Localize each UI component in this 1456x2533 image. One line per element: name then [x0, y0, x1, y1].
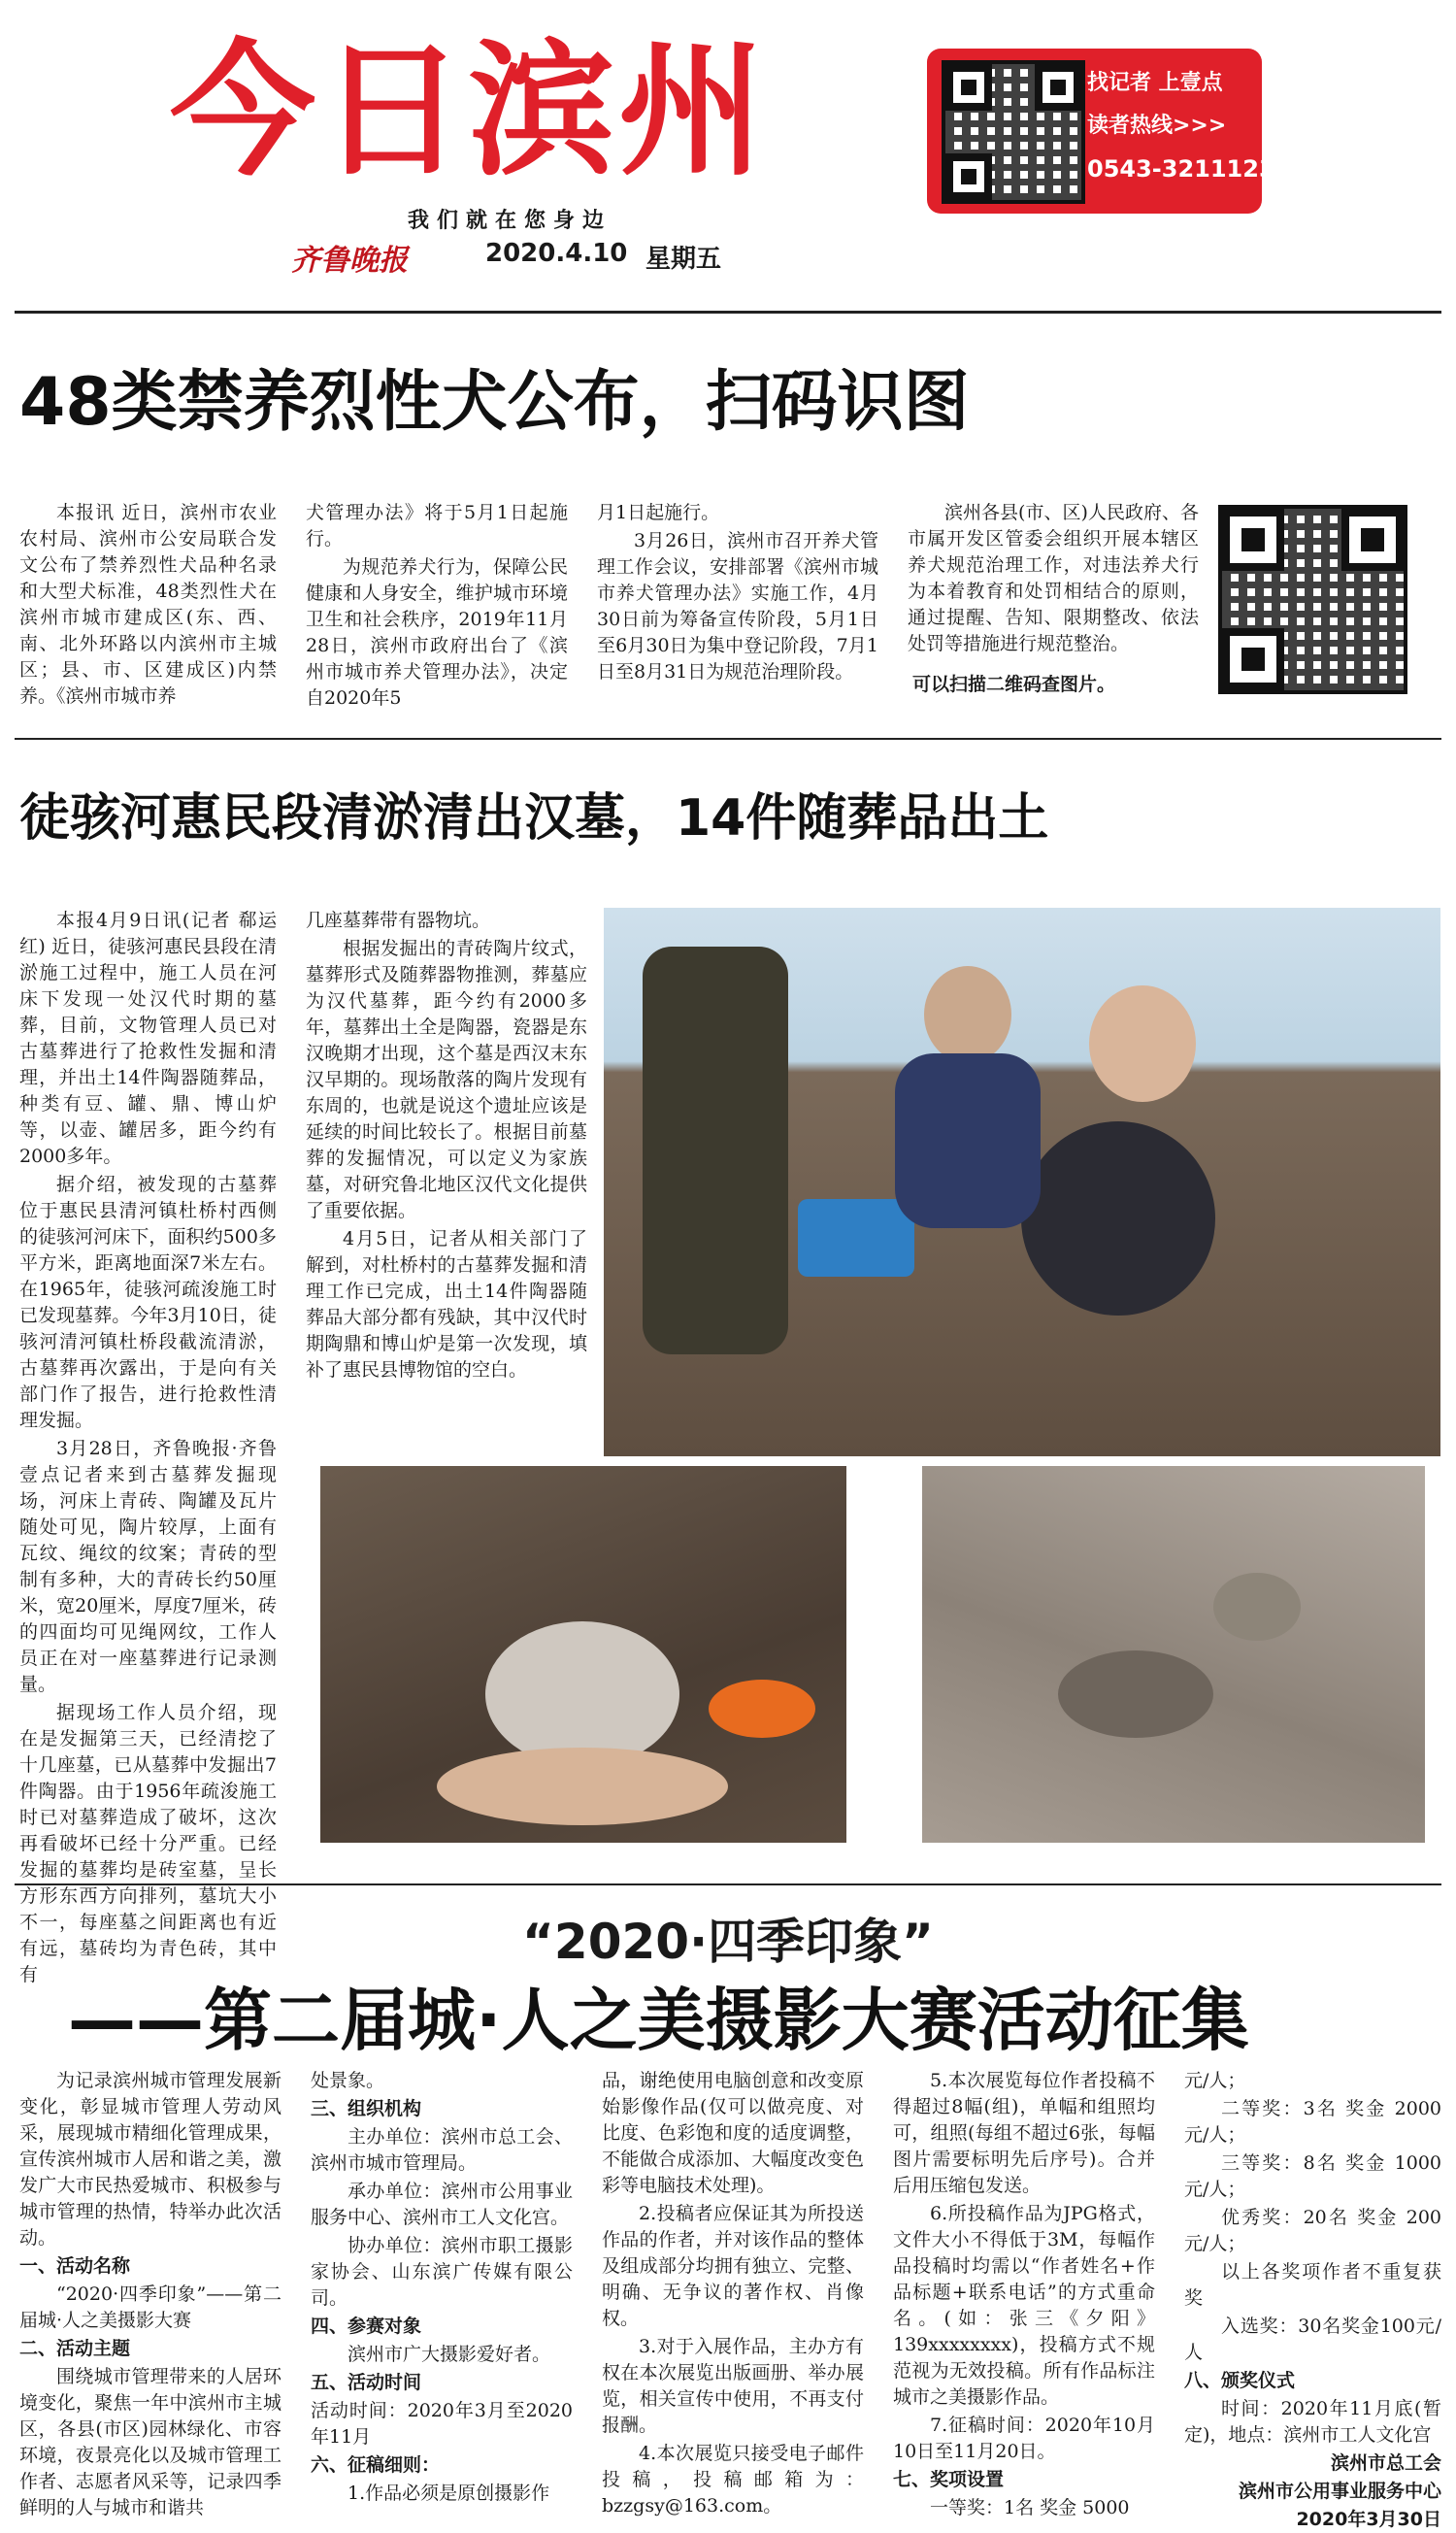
paragraph: 1.作品必须是原创摄影作 — [347, 2483, 550, 2504]
paragraph: 品，谢绝使用电脑创意和改变原始影像作品(仅可以做亮度、对比度、色彩饱和度的适度调整，不能做合成添加、大幅度改变色彩等电脑技术处理)。 — [602, 2070, 864, 2196]
paragraph: 根据发掘出的青砖陶片纹式，墓葬形式及随葬器物推测，葬墓应为汉代墓葬，距今约有2000多年，墓葬出土全是陶器，瓷器是东汉晚期才出现，这个墓是西汉末东汉早期的。现场散落的陶片发现有东周的，也就是说这个遗址应该是延续的时间比较长了。根据目前墓葬的发掘情况，可以定义为家族墓，对研究鲁北地区汉代文化提供了重要依据。 — [306, 938, 587, 1221]
qr-code-icon — [942, 60, 1085, 204]
section-heading: 四、参赛对象 — [311, 2316, 422, 2337]
paragraph: 优秀奖：20名 奖金 200元/人； — [1184, 2207, 1441, 2254]
paragraph: 月1日起施行。 — [597, 502, 720, 523]
divider — [15, 1883, 1441, 1885]
paragraph: 本报讯 近日，滨州市农业农村局、滨州市公安局联合发文公布了禁养烈性犬品种名录和大型犬标准，48类烈性犬在滨州市城市建成区(东、西、南、北外环路以内滨州市主城区；县、市、区建成区)内禁养。《滨州市城市养 — [19, 502, 277, 707]
article1-column-2 — [306, 500, 568, 709]
paragraph: 为记录滨州城市管理发展新变化，彰显城市管理人劳动风采，展现城市精细化管理成果，宣传滨州城市人居和谐之美，激发广大市民热爱城市、积极参与城市管理的热情，特举办此次活动。 — [19, 2070, 281, 2249]
paragraph: 4.本次展览只接受电子邮件投稿，投稿邮箱为：bzzgsy@163.com。 — [602, 2443, 864, 2516]
paragraph: 主办单位：滨州市总工会、滨州市城市管理局。 — [311, 2126, 573, 2174]
masthead-slogan: 我们就在您身边 — [408, 209, 612, 233]
issue-date: 2020.4.10 — [485, 239, 628, 268]
paragraph: 入选奖：30名奖金100元/人 — [1184, 2316, 1441, 2363]
paragraph: 4月5日，记者从相关部门了解到，对杜桥村的古墓葬发掘和清理工作已完成，出土14件陶器随葬品大部分都有残缺，其中汉代时期陶鼎和博山炉是第一次发现，填补了惠民县博物馆的空白。 — [306, 1228, 587, 1381]
paragraph: 6.所投稿作品为JPG格式，文件大小不得低于3M，每幅作品投稿时均需以“作者姓名+作品标题+联系电话”的方式重命名。(如：张三《夕阳》139xxxxxxxx)，投稿方式不规范视为无效投稿。所有作品标注城市之美摄影作品。 — [893, 2203, 1155, 2408]
contact-reporter: 找记者 上壹点 — [1087, 71, 1223, 95]
paragraph: 处景象。 — [311, 2070, 385, 2091]
paragraph: 7.征稿时间：2020年10月10日至11月20日。 — [893, 2415, 1155, 2462]
qr-caption: 可以扫描二维码查图片。 — [912, 674, 1116, 695]
paragraph: 滨州各县(市、区)人民政府、各市属开发区管委会组织开展本辖区养犬规范治理工作，对违法养犬行为本着教育和处罚相结合的原则，通过提醒、告知、限期整改、依法处罚等措施进行规范整治。 — [908, 502, 1199, 654]
article2-column-1 — [19, 908, 277, 1985]
article3-column-2 — [311, 2068, 573, 2504]
paragraph: 为规范养犬行为，保障公民健康和人身安全，维护城市环境卫生和社会秩序，2019年11月28日，滨州市政府出台了《滨州市城市养犬管理办法》，决定自2020年5 — [306, 556, 568, 709]
signature-line: 滨州市总工会 — [1330, 2452, 1441, 2474]
pottery-in-mud-photo — [922, 1466, 1425, 1843]
headline-dog-ban: 48类禁养烈性犬公布，扫码识图 — [19, 364, 970, 441]
article3-column-4 — [893, 2068, 1155, 2518]
paragraph: 几座墓葬带有器物坑。 — [306, 910, 491, 931]
article3-column-1 — [19, 2068, 281, 2518]
paragraph: 犬管理办法》将于5月1日起施行。 — [306, 502, 568, 550]
excavation-site-photo — [604, 908, 1440, 1456]
paragraph: 滨州市广大摄影爱好者。 — [347, 2344, 551, 2365]
paragraph: 2.投稿者应保证其为所投送作品的作者，并对该作品的整体及组成部分均拥有独立、完整、明确、无争议的著作权、肖像权。 — [602, 2203, 864, 2329]
section-heading: 一、活动名称 — [19, 2255, 131, 2277]
contact-hotline-label: 读者热线>>> — [1087, 114, 1227, 138]
paragraph: 时间：2020年11月底(暂定)，地点：滨州市工人文化宫 — [1184, 2398, 1441, 2446]
article1-column-4 — [908, 500, 1199, 684]
paragraph: 一等奖：1名 奖金 5000 — [930, 2497, 1130, 2518]
section-heading: 五、活动时间 — [311, 2372, 422, 2393]
section-heading: 八、颁奖仪式 — [1184, 2370, 1296, 2391]
paragraph: 协办单位：滨州市职工摄影家协会、山东滨广传媒有限公司。 — [311, 2235, 573, 2309]
section-heading: 三、组织机构 — [311, 2098, 422, 2119]
masthead-title: 今日滨州 — [170, 27, 769, 196]
article1-column-3 — [597, 500, 878, 699]
newspaper-brand: 齐鲁晚报 — [291, 244, 408, 278]
contact-hotline-number: 0543-3211123 — [1087, 155, 1275, 183]
paragraph: 活动时间：2020年3月至2020年11月 — [311, 2400, 573, 2448]
paragraph: 二等奖：3名 奖金 2000元/人； — [1184, 2098, 1441, 2146]
section-heading: 二、活动主题 — [19, 2338, 131, 2359]
section-heading: 七、奖项设置 — [893, 2469, 1005, 2490]
paragraph: 3.对于入展作品，主办方有权在本次展览出版画册、举办展览，相关宣传中使用，不再支付报酬。 — [602, 2336, 864, 2436]
paragraph: 5.本次展览每位作者投稿不得超过8幅(组)，单幅和组照均可，组照(每组不超过6张，每幅图片需要标明先后序号)。合并后用压缩包发送。 — [893, 2070, 1155, 2196]
article2-column-2 — [306, 908, 587, 1451]
signature-line: 2020年3月30日 — [1296, 2509, 1441, 2530]
article3-column-3 — [602, 2068, 864, 2516]
paragraph: 据现场工作人员介绍，现在是发掘第三天，已经清挖了十几座墓，已从墓葬中发掘出7件陶器。由于1956年疏浚施工时已对墓葬造成了破坏，这次再看破坏已经十分严重。已经发掘的墓葬均是砖室墓，呈长方形东西方向排列，墓坑大小不一，每座墓之间距离也有近有远，墓砖均为青色砖，其中有 — [19, 1702, 277, 1985]
section-heading: 六、征稿细则： — [311, 2454, 441, 2476]
paragraph: 本报4月9日讯(记者 郗运红) 近日，徒骇河惠民县段在清淤施工过程中，施工人员在河床下发现一处汉代时期的墓葬，目前，文物管理人员已对古墓葬进行了抢救性发掘和清理，并出土14件陶器随葬品，种类有豆、罐、鼎、博山炉等，以壶、罐居多，距今约有2000多年。 — [19, 910, 277, 1167]
paragraph: 3月26日，滨州市召开养犬管理工作会议，安排部署《滨州市城市养犬管理办法》实施工作，4月30日前为筹备宣传阶段，5月1日至6月30日为集中登记阶段，7月1日至8月31日为规范治理阶段。 — [597, 530, 878, 683]
signature-line: 滨州市公用事业服务中心 — [1238, 2481, 1441, 2502]
issue-weekday: 星期五 — [645, 245, 722, 274]
article3-column-5 — [1184, 2068, 1441, 2530]
article1-column-1 — [19, 500, 277, 707]
paragraph: 3月28日，齐鲁晚报·齐鲁壹点记者来到古墓葬发掘现场，河床上青砖、陶罐及瓦片随处可见，陶片较厚，上面有瓦纹、绳纹的纹案；青砖的型制有多种，大的青砖长约50厘米，宽20厘米，厚度7厘米，砖的四面均可见绳网纹，工作人员正在对一座墓葬进行记录测量。 — [19, 1438, 277, 1695]
paragraph: 围绕城市管理带来的人居环境变化，聚焦一年中滨州市主城区，各县(市区)园林绿化、市容环境，夜景亮化以及城市管理工作者、志愿者风采等，记录四季鲜明的人与城市和谐共 — [19, 2366, 281, 2518]
paragraph: 元/人； — [1184, 2070, 1246, 2091]
pottery-jar-photo — [320, 1466, 846, 1843]
divider — [15, 311, 1441, 314]
paragraph: 承办单位：滨州市公用事业服务中心、滨州市工人文化宫。 — [311, 2181, 573, 2228]
headline-han-tomb: 徒骇河惠民段清淤清出汉墓，14件随葬品出土 — [19, 789, 1049, 848]
contest-kicker: “2020·四季印象” — [522, 1914, 934, 1970]
qr-code-icon — [1218, 505, 1407, 694]
divider — [15, 738, 1441, 740]
headline-photo-contest: ——第二届城·人之美摄影大赛活动征集 — [68, 1981, 1249, 2060]
paragraph: 三等奖：8名 奖金 1000元/人； — [1184, 2152, 1441, 2200]
paragraph: 以上各奖项作者不重复获奖 — [1184, 2261, 1441, 2309]
paragraph: 据介绍，被发现的古墓葬位于惠民县清河镇杜桥村西侧的徒骇河河床下，面积约500多平方米，距离地面深7米左右。在1965年，徒骇河疏浚施工时已发现墓葬。今年3月10日，徒骇河清河镇杜桥段截流清淤，古墓葬再次露出，于是向有关部门作了报告，进行抢救性清理发掘。 — [19, 1174, 277, 1431]
paragraph: “2020·四季印象”——第二届城·人之美摄影大赛 — [19, 2283, 281, 2331]
